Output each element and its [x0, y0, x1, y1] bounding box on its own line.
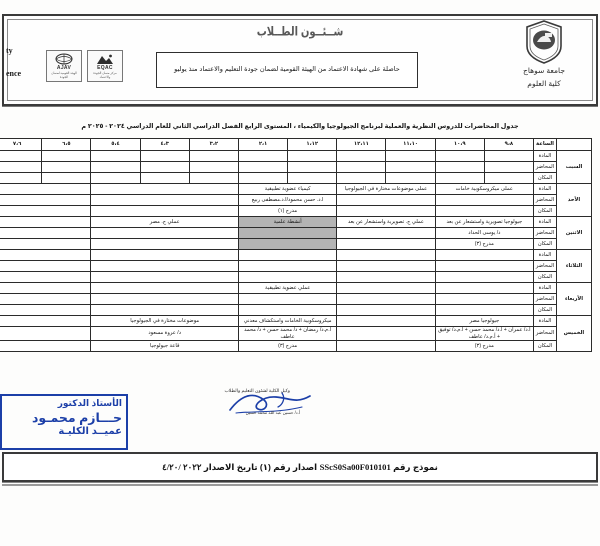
schedule-cell-lecturer: أ.د/ عمران + أ.د/ محمد حسن + أ.م.د/ توفيق + أ.م.د/ عاطف: [435, 327, 533, 341]
hour-slot: ٤،٣: [140, 139, 189, 151]
bottom-rule: [2, 484, 598, 486]
schedule-cell-subject: ميكروسكوبية الخامات واستكشاف معدني: [238, 316, 336, 327]
schedule-cell-place: [337, 239, 435, 250]
schedule-cell-subject: جيولوجيا مصر: [435, 316, 533, 327]
schedule-cell-lecturer: [386, 162, 435, 173]
schedule-cell-lecturer: د/ عروة مسعود: [91, 327, 239, 341]
schedule-cell-place: [0, 239, 91, 250]
row-label-lecturer: المحاضر: [534, 162, 557, 173]
form-footer-text: [162, 462, 438, 473]
row-label-subject: المادة: [534, 151, 557, 162]
schedule-row-lecturer: [0, 261, 592, 272]
vice-dean-label: وكيل الكلية لشئون التعليم والطلاب: [224, 388, 290, 393]
schedule-cell-place: [0, 206, 91, 217]
schedule-cell-place: [337, 206, 435, 217]
row-label-subject: المادة: [534, 316, 557, 327]
schedule-cell-subject: أنشطة علمية: [238, 217, 336, 228]
dean-stamp-line-1: الأستاذ الدكتور: [57, 398, 122, 408]
schedule-cell-lecturer: [91, 294, 239, 305]
schedule-cell-place: [288, 173, 337, 184]
schedule-cell-subject: جيولوجيا تصويرية واستشعار عن بعد: [435, 217, 533, 228]
schedule-cell-place: [91, 206, 239, 217]
schedule-row-subject: [0, 217, 592, 228]
schedule-cell-lecturer: [435, 261, 533, 272]
schedule-cell-place: [42, 173, 91, 184]
schedule-row-place: [0, 239, 592, 250]
schedule-title: جدول المحاضرات للدروس النظرية والعملية لبرنامج الجيولوجيا والكيمياء ، المستوى الرابع الفصل الدراسي الثاني للعام الدراسي ٢٠٢٤ - ٢٠٢٥ م: [81, 123, 519, 130]
accreditation-text: حاصلة على شهادة الاعتماد من الهيئة القومية لضمان جودة التعليم والاعتماد منذ يوليو: [174, 65, 400, 73]
hour-slot: ٢،١: [238, 139, 287, 151]
hour-slot: ١٠،٩: [435, 139, 484, 151]
schedule-cell-place: [337, 305, 435, 316]
schedule-cell-lecturer: [238, 294, 336, 305]
hour-slot: ١،١٢: [288, 139, 337, 151]
hour-slot: ٥،٤: [91, 139, 140, 151]
schedule-cell-place: [435, 206, 533, 217]
schedule-cell-place: [337, 173, 386, 184]
schedule-cell-lecturer: [91, 162, 140, 173]
schedule-cell-lecturer: [91, 195, 239, 206]
schedule-cell-subject: [386, 151, 435, 162]
schedule-cell-subject: موضوعات مختارة في الجيولوجيا: [91, 316, 239, 327]
schedule-cell-subject: [337, 283, 435, 294]
day-label: الاثنين: [557, 217, 592, 250]
schedule-cell-place: [91, 305, 239, 316]
schedule-cell-lecturer: [484, 162, 533, 173]
row-label-lecturer: المحاضر: [534, 228, 557, 239]
schedule-cell-lecturer: [91, 228, 239, 239]
schedule-cell-place: [238, 239, 336, 250]
schedule-cell-subject: [435, 151, 484, 162]
schedule-cell-place: مدرج (٣): [435, 239, 533, 250]
schedule-cell-place: [91, 239, 239, 250]
schedule-cell-lecturer: [0, 228, 91, 239]
day-label: الأحد: [557, 184, 592, 217]
hour-slot: ١٢،١١: [337, 139, 386, 151]
schedule-cell-subject: [0, 316, 91, 327]
schedule-cell-place: [337, 341, 435, 352]
logo-eqac-mark: EQAC: [97, 65, 113, 72]
row-label-place: المكان: [534, 305, 557, 316]
schedule-cell-lecturer: [435, 294, 533, 305]
schedule-row-place: [0, 305, 592, 316]
schedule-cell-subject: [91, 184, 239, 195]
schedule-cell-place: [140, 173, 189, 184]
row-label-lecturer: المحاضر: [534, 261, 557, 272]
schedule-cell-lecturer: [0, 327, 91, 341]
schedule-row-place: [0, 173, 592, 184]
schedule-cell-subject: [42, 151, 91, 162]
schedule-cell-subject: [238, 250, 336, 261]
document-header-banner: [2, 14, 598, 106]
day-label: الثلاثاء: [557, 250, 592, 283]
schedule-cell-place: [337, 272, 435, 283]
day-label: الأربعاء: [557, 283, 592, 316]
logo-ajav-mark: AJAV: [56, 65, 72, 72]
row-label-subject: المادة: [534, 283, 557, 294]
schedule-cell-place: مدرج (٣): [238, 341, 336, 352]
schedule-row-subject: [0, 184, 592, 195]
hour-slot: ٩،٨: [484, 139, 533, 151]
schedule-cell-place: [91, 272, 239, 283]
schedule-row-lecturer: [0, 294, 592, 305]
accreditation-logos: [46, 50, 123, 82]
schedule-cell-subject: كيمياء عضوية تطبيقية: [238, 184, 336, 195]
schedule-cell-subject: [435, 250, 533, 261]
header-left-line-1: ty: [6, 46, 13, 55]
row-label-lecturer: المحاضر: [534, 195, 557, 206]
logo-eqac: [87, 50, 123, 82]
hour-slot: ٦،٥: [42, 139, 91, 151]
schedule-cell-place: [0, 173, 42, 184]
hour-slot: ٣،٢: [189, 139, 238, 151]
vice-dean-name: أ.د/ حسين عبد الله محمد حسين: [245, 410, 300, 415]
schedule-cell-lecturer: [337, 294, 435, 305]
schedule-cell-place: [0, 272, 91, 283]
dean-stamp-line-2: حـــازم محمـود: [31, 411, 122, 425]
hour-label: الساعة: [534, 139, 557, 151]
university-seal-icon: [524, 20, 564, 64]
schedule-cell-subject: [91, 151, 140, 162]
schedule-cell-subject: [337, 316, 435, 327]
schedule-cell-place: [0, 305, 91, 316]
schedule-cell-subject: عملي عضوية تطبيقية: [238, 283, 336, 294]
schedule-cell-lecturer: [42, 162, 91, 173]
schedule-row-subject: [0, 250, 592, 261]
schedule-cell-subject: [288, 151, 337, 162]
schedule-cell-lecturer: [288, 162, 337, 173]
schedule-cell-lecturer: [0, 261, 91, 272]
row-label-subject: المادة: [534, 250, 557, 261]
row-label-lecturer: المحاضر: [534, 294, 557, 305]
schedule-cell-lecturer: [238, 261, 336, 272]
schedule-cell-subject: [0, 250, 91, 261]
day-label: الخميس: [557, 316, 592, 352]
logo-eqac-caption: مركز ضمان الجودة والاعتماد: [93, 71, 117, 79]
logo-ajav-caption: الهيئة القومية لضمان الجودة: [51, 71, 77, 79]
schedule-table: [0, 138, 592, 352]
schedule-cell-subject: [189, 151, 238, 162]
schedule-row-place: [0, 341, 592, 352]
schedule-cell-subject: [337, 151, 386, 162]
schedule-table-container: [0, 138, 592, 352]
schedule-cell-place: مدرج (١): [238, 206, 336, 217]
form-footer-issue: اصدار رقم (١) تاريخ الاصدار: [203, 461, 318, 472]
schedule-row-lecturer: [0, 162, 592, 173]
schedule-cell-lecturer: [337, 261, 435, 272]
schedule-cell-place: [435, 305, 533, 316]
schedule-cell-subject: [0, 283, 91, 294]
form-footer-date: ٢٠٢٢ /٤/٢٠: [162, 461, 202, 472]
schedule-cell-lecturer: [91, 261, 239, 272]
header-decorative-title-text: شــئــون الطــلاب: [256, 25, 344, 40]
schedule-cell-subject: [0, 151, 42, 162]
schedule-cell-place: [238, 272, 336, 283]
table-corner-cell: [557, 139, 592, 151]
accreditation-box: [156, 52, 418, 88]
schedule-cell-lecturer: [337, 228, 435, 239]
mountain-logo-icon: [95, 53, 115, 65]
schedule-cell-subject: [0, 217, 91, 228]
schedule-cell-lecturer: أ.م.د/ رمضان + د/ محمد حسن + د/ محمد عاطف: [238, 327, 336, 341]
schedule-row-subject: [0, 316, 592, 327]
schedule-cell-subject: [0, 184, 91, 195]
schedule-row-place: [0, 272, 592, 283]
schedule-cell-lecturer: [0, 294, 91, 305]
schedule-cell-lecturer: [435, 195, 533, 206]
row-label-subject: المادة: [534, 217, 557, 228]
schedule-row-lecturer: [0, 228, 592, 239]
form-footer-prefix: نموذج رقم: [393, 461, 438, 472]
schedule-cell-place: [484, 173, 533, 184]
header-university-identity: [498, 18, 590, 100]
schedule-row-lecturer: [0, 327, 592, 341]
schedule-cell-lecturer: [337, 195, 435, 206]
dean-stamp: [0, 394, 128, 450]
schedule-cell-subject: [91, 250, 239, 261]
hour-slot: ٧،٦: [0, 139, 42, 151]
schedule-cell-subject: [337, 250, 435, 261]
schedule-cell-place: [435, 272, 533, 283]
schedule-cell-subject: [238, 151, 287, 162]
row-label-place: المكان: [534, 272, 557, 283]
schedule-cell-lecturer: [140, 162, 189, 173]
header-left-english-text: [6, 46, 52, 92]
dean-stamp-line-3: عميــد الكليـة: [58, 426, 122, 437]
schedule-cell-lecturer: ا.د. حسن محمود/ا.د.مصطفى ربيع: [238, 195, 336, 206]
row-label-subject: المادة: [534, 184, 557, 195]
schedule-cell-place: [189, 173, 238, 184]
schedule-cell-lecturer: [0, 162, 42, 173]
form-footer-box: [2, 452, 598, 482]
row-label-place: المكان: [534, 341, 557, 352]
schedule-cell-lecturer: [337, 162, 386, 173]
schedule-cell-subject: [91, 283, 239, 294]
schedule-row-place: [0, 206, 592, 217]
globe-logo-icon: [54, 53, 74, 65]
schedule-cell-place: [91, 173, 140, 184]
day-label: السبت: [557, 151, 592, 184]
schedule-cell-subject: عملى موضوعات مختارة في الجيولوجيا: [337, 184, 435, 195]
header-left-line-2: ence: [6, 69, 22, 78]
hour-slot: ١١،١٠: [386, 139, 435, 151]
schedule-hours-row: [0, 139, 592, 151]
signature-area: [0, 386, 600, 448]
schedule-cell-subject: [435, 283, 533, 294]
schedule-row-subject: [0, 283, 592, 294]
university-name: جامعة سوهاج: [523, 66, 565, 75]
row-label-place: المكان: [534, 173, 557, 184]
schedule-cell-lecturer: [337, 327, 435, 341]
schedule-cell-place: مدرج (٣): [435, 341, 533, 352]
schedule-row-lecturer: [0, 195, 592, 206]
schedule-cell-lecturer: [238, 228, 336, 239]
schedule-cell-subject: عملى ميكروسكوبية خامات: [435, 184, 533, 195]
schedule-cell-subject: عملي ج. تصويرية واستشعار عن بعد: [337, 217, 435, 228]
schedule-cell-place: [0, 341, 91, 352]
schedule-cell-lecturer: [0, 195, 91, 206]
schedule-cell-place: [238, 305, 336, 316]
row-label-lecturer: المحاضر: [534, 327, 557, 341]
schedule-cell-place: قاعة جيولوجيا: [91, 341, 239, 352]
schedule-cell-subject: عملي ج. مصر: [91, 217, 239, 228]
faculty-name: كلية العلوم: [527, 79, 561, 88]
row-label-place: المكان: [534, 206, 557, 217]
schedule-cell-place: [435, 173, 484, 184]
schedule-cell-place: [386, 173, 435, 184]
schedule-row-subject: [0, 151, 592, 162]
schedule-cell-subject: [140, 151, 189, 162]
schedule-cell-lecturer: د/ يوسى الحداد: [435, 228, 533, 239]
row-label-place: المكان: [534, 239, 557, 250]
schedule-cell-subject: [484, 151, 533, 162]
schedule-cell-lecturer: [238, 162, 287, 173]
schedule-cell-place: [238, 173, 287, 184]
schedule-cell-lecturer: [189, 162, 238, 173]
form-footer-code: SScS0Sa00F010101: [319, 461, 391, 472]
schedule-cell-lecturer: [435, 162, 484, 173]
